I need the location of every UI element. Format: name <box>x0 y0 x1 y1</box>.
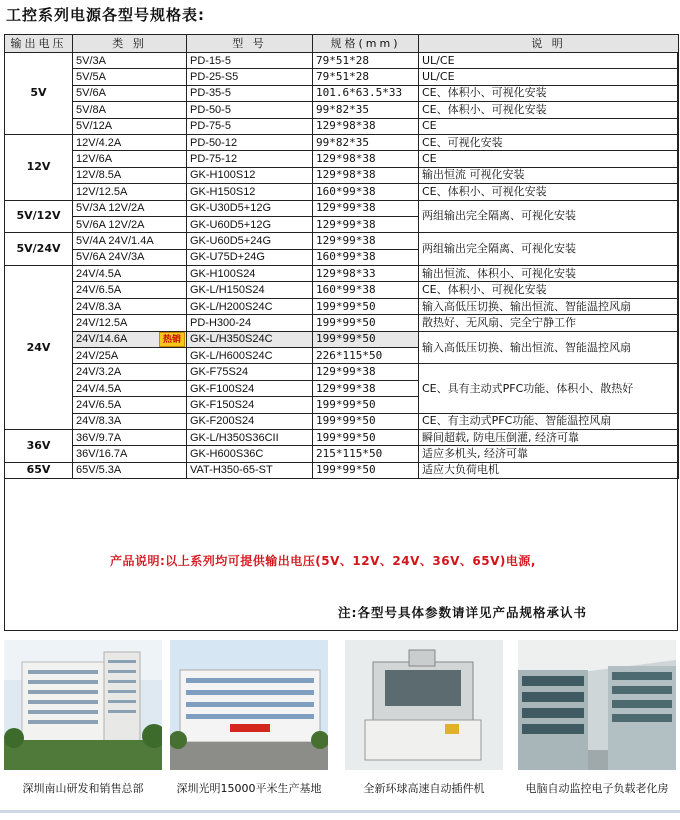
size-cell: 129*98*38 <box>313 167 419 183</box>
model-cell: PD-75-5 <box>187 118 313 134</box>
voltage-cell: 5V <box>5 53 73 135</box>
category-cell: 65V/5.3A <box>73 462 187 478</box>
description-cell: 输出恒流 可视化安装 <box>419 167 679 183</box>
table-row <box>5 134 679 150</box>
size-cell: 199*99*50 <box>313 413 419 429</box>
category-cell: 36V/9.7A <box>73 429 187 445</box>
category-cell: 36V/16.7A <box>73 446 187 462</box>
size-cell: 99*82*35 <box>313 102 419 118</box>
model-cell: PD-15-5 <box>187 53 313 69</box>
category-cell: 24V/8.3A <box>73 413 187 429</box>
model-cell: GK-U60D5+12G <box>187 216 313 232</box>
caption-production-base: 深圳光明15000平米生产基地 <box>176 782 322 795</box>
table-row <box>5 53 679 69</box>
size-cell: 101.6*63.5*33 <box>313 85 419 101</box>
table-row <box>5 184 679 200</box>
description-cell: CE、有主动式PFC功能、智能温控风扇 <box>419 413 679 429</box>
voltage-cell: 5V/24V <box>5 233 73 266</box>
size-cell: 99*82*35 <box>313 134 419 150</box>
model-cell: GK-L/H350S36CII <box>187 429 313 445</box>
description-cell: 两组输出完全隔离、可视化安装 <box>419 233 679 266</box>
category-cell: 5V/8A <box>73 102 187 118</box>
photo-aging-room <box>518 640 676 770</box>
description-cell: CE、体积小、可视化安装 <box>419 85 679 101</box>
model-cell: GK-L/H200S24C <box>187 298 313 314</box>
category-cell: 24V/6.5A <box>73 397 187 413</box>
footnote: 注:各型号具体参数请详见产品规格承认书 <box>338 605 587 620</box>
category-cell: 24V/12.5A <box>73 315 187 331</box>
size-cell: 199*99*50 <box>313 331 419 347</box>
table-row <box>5 282 679 298</box>
size-cell: 129*99*38 <box>313 364 419 380</box>
page-title: 工控系列电源各型号规格表: <box>6 6 205 24</box>
header-category: 类 别 <box>73 35 187 53</box>
model-cell: GK-F150S24 <box>187 397 313 413</box>
description-cell: CE、具有主动式PFC功能、体积小、散热好 <box>419 364 679 413</box>
voltage-cell: 12V <box>5 134 73 200</box>
table-row <box>5 429 679 445</box>
model-cell: GK-F100S24 <box>187 380 313 396</box>
model-cell: PD-35-5 <box>187 85 313 101</box>
size-cell: 129*99*38 <box>313 200 419 216</box>
header-size: 规格(mm) <box>313 35 419 53</box>
category-text: 24V/14.6A <box>76 333 128 346</box>
size-cell: 199*99*50 <box>313 298 419 314</box>
description-cell: 输入高低压切换、输出恒流、智能温控风扇 <box>419 331 679 364</box>
size-cell: 199*99*50 <box>313 462 419 478</box>
model-cell: GK-H150S12 <box>187 184 313 200</box>
caption-aging-room: 电脑自动监控电子负载老化房 <box>525 782 669 795</box>
size-cell: 226*115*50 <box>313 348 419 364</box>
size-cell: 160*99*38 <box>313 184 419 200</box>
voltage-cell: 24V <box>5 266 73 430</box>
table-row <box>5 298 679 314</box>
category-cell: 24V/6.5A <box>73 282 187 298</box>
description-cell: CE、体积小、可视化安装 <box>419 184 679 200</box>
category-cell: 24V/4.5A <box>73 266 187 282</box>
category-cell: 5V/3A <box>73 53 187 69</box>
size-cell: 199*99*50 <box>313 315 419 331</box>
model-cell: GK-U60D5+24G <box>187 233 313 249</box>
category-cell: 5V/6A 12V/2A <box>73 216 187 232</box>
model-cell: GK-U30D5+12G <box>187 200 313 216</box>
size-cell: 160*99*38 <box>313 282 419 298</box>
caption-insertion-machine: 全新环球高速自动插件机 <box>363 782 485 795</box>
description-cell: 瞬间超载, 防电压倒灌, 经济可靠 <box>419 429 679 445</box>
hot-sale-badge: 热销 <box>159 332 185 347</box>
size-cell: 129*99*38 <box>313 380 419 396</box>
photo-production-base <box>170 640 328 770</box>
model-cell: PD-50-5 <box>187 102 313 118</box>
category-cell: 5V/6A <box>73 85 187 101</box>
spec-table <box>4 34 679 479</box>
table-row <box>5 446 679 462</box>
table-row <box>5 266 679 282</box>
model-cell: GK-F200S24 <box>187 413 313 429</box>
description-cell: CE <box>419 118 679 134</box>
product-note: 产品说明:以上系列均可提供输出电压(5V、12V、24V、36V、65V)电源, <box>110 554 536 568</box>
size-cell: 129*99*38 <box>313 216 419 232</box>
category-cell: 24V/8.3A <box>73 298 187 314</box>
table-row <box>5 118 679 134</box>
description-cell: CE、可视化安装 <box>419 134 679 150</box>
header-voltage: 输出电压 <box>5 35 73 53</box>
description-cell: 输出恒流、体积小、可视化安装 <box>419 266 679 282</box>
table-row <box>5 167 679 183</box>
table-row <box>5 69 679 85</box>
model-cell: GK-L/H150S24 <box>187 282 313 298</box>
category-with-badge <box>76 332 183 346</box>
model-cell: GK-L/H600S24C <box>187 348 313 364</box>
description-cell: 适应多机头, 经济可靠 <box>419 446 679 462</box>
caption-hq: 深圳南山研发和销售总部 <box>22 782 144 795</box>
model-cell: PD-25-S5 <box>187 69 313 85</box>
model-cell: PD-H300-24 <box>187 315 313 331</box>
header-model: 型 号 <box>187 35 313 53</box>
category-cell: 12V/6A <box>73 151 187 167</box>
voltage-cell: 36V <box>5 429 73 462</box>
bottom-divider <box>0 810 680 813</box>
table-row <box>5 200 679 216</box>
category-cell: 12V/12.5A <box>73 184 187 200</box>
description-cell: CE、体积小、可视化安装 <box>419 102 679 118</box>
category-cell: 12V/8.5A <box>73 167 187 183</box>
description-cell: 散热好、无风扇、完全宁静工作 <box>419 315 679 331</box>
model-cell: GK-L/H350S24C <box>187 331 313 347</box>
size-cell: 129*98*33 <box>313 266 419 282</box>
model-cell: GK-H100S24 <box>187 266 313 282</box>
size-cell: 79*51*28 <box>313 69 419 85</box>
table-row <box>5 331 679 347</box>
model-cell: PD-75-12 <box>187 151 313 167</box>
table-row <box>5 413 679 429</box>
description-cell: UL/CE <box>419 53 679 69</box>
model-cell: GK-H600S36C <box>187 446 313 462</box>
photo-insertion-machine <box>345 640 503 770</box>
table-row <box>5 102 679 118</box>
size-cell: 215*115*50 <box>313 446 419 462</box>
table-row <box>5 151 679 167</box>
description-cell: 输入高低压切换、输出恒流、智能温控风扇 <box>419 298 679 314</box>
description-cell: UL/CE <box>419 69 679 85</box>
header-description: 说 明 <box>419 35 679 53</box>
model-cell: VAT-H350-65-ST <box>187 462 313 478</box>
size-cell: 199*99*50 <box>313 429 419 445</box>
model-cell: GK-U75D+24G <box>187 249 313 265</box>
category-cell: 5V/3A 12V/2A <box>73 200 187 216</box>
size-cell: 160*99*38 <box>313 249 419 265</box>
category-cell: 24V/3.2A <box>73 364 187 380</box>
description-cell: 适应大负荷电机 <box>419 462 679 478</box>
spec-table-body <box>5 53 679 479</box>
category-cell: 5V/4A 24V/1.4A <box>73 233 187 249</box>
description-cell: CE、体积小、可视化安装 <box>419 282 679 298</box>
category-cell: 24V/25A <box>73 348 187 364</box>
model-cell: PD-50-12 <box>187 134 313 150</box>
table-row <box>5 315 679 331</box>
photo-hq-building <box>4 640 162 770</box>
size-cell: 129*99*38 <box>313 233 419 249</box>
table-header-row <box>5 35 679 53</box>
table-row <box>5 85 679 101</box>
description-cell: CE <box>419 151 679 167</box>
voltage-cell: 65V <box>5 462 73 478</box>
size-cell: 199*99*50 <box>313 397 419 413</box>
size-cell: 79*51*28 <box>313 53 419 69</box>
voltage-cell: 5V/12V <box>5 200 73 233</box>
category-cell: 24V/4.5A <box>73 380 187 396</box>
category-cell: 5V/12A <box>73 118 187 134</box>
size-cell: 129*98*38 <box>313 151 419 167</box>
table-row <box>5 233 679 249</box>
category-cell <box>73 331 187 347</box>
table-row <box>5 364 679 380</box>
model-cell: GK-H100S12 <box>187 167 313 183</box>
model-cell: GK-F75S24 <box>187 364 313 380</box>
category-cell: 5V/6A 24V/3A <box>73 249 187 265</box>
category-cell: 12V/4.2A <box>73 134 187 150</box>
description-cell: 两组输出完全隔离、可视化安装 <box>419 200 679 233</box>
size-cell: 129*98*38 <box>313 118 419 134</box>
table-row <box>5 462 679 478</box>
category-cell: 5V/5A <box>73 69 187 85</box>
